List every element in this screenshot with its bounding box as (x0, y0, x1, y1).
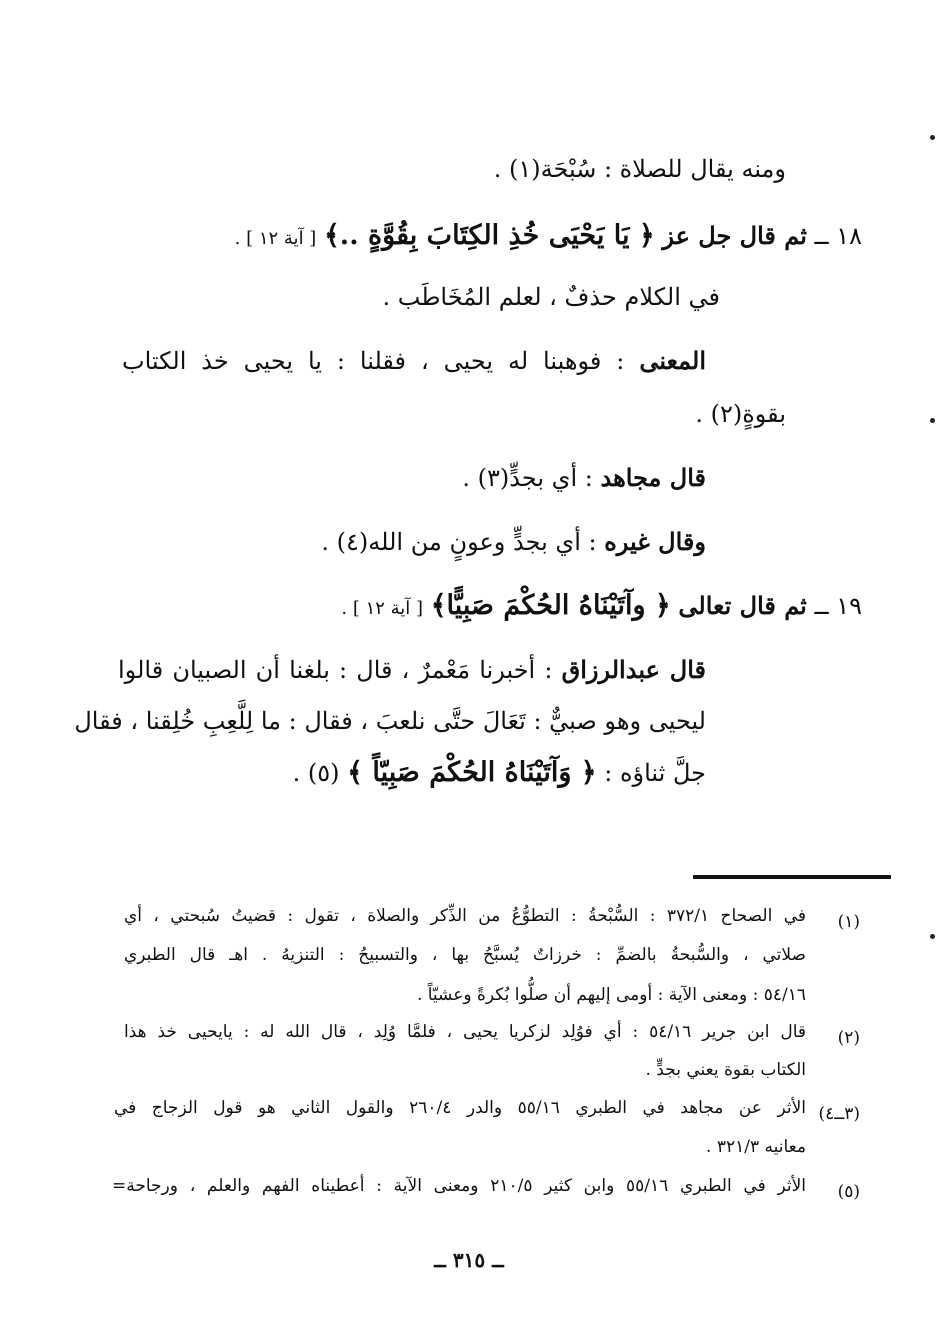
item-19-quran-quote: ﴿ وآتَيْنَاهُ الحُكْمَ صَبِيًّا﴾ (430, 590, 671, 621)
line-5-text: بقوةٍ(٢) . (695, 400, 786, 428)
footnote-3-4-text-a: الأثر عن مجاهد في الطبري ٥٥/١٦ والدر ٢٦٠/٤ والقول الثاني هو قول الزجاج في (114, 1098, 806, 1118)
meaning-label: المعنى (639, 346, 706, 375)
footnote-1-mark: (١) (837, 912, 860, 932)
mujahid-line (462, 463, 706, 492)
abdulrazzaq-label: قال عبدالرزاق (561, 655, 706, 684)
text-line-11 (293, 757, 706, 788)
line-11-lead: جلَّ ثناؤه : (604, 759, 706, 787)
footnote-1-marker (838, 912, 860, 932)
item-19-ayah-ref: [ آية ١٢ ] . (341, 598, 424, 619)
line-3-text: في الكلام حذفٌ ، لعلم المُخَاطَب . (382, 283, 720, 311)
footnote-1-text-b: صلاتي ، والسُّبحةُ بالضمِّ : خرزاتٌ يُسبَّحُ بها ، والتسبيحُ : التنزيهُ . اهـ قال الطبري (124, 945, 806, 965)
line-1-text: ومنه يقال للصلاة : سُبْحَة(١) . (493, 155, 786, 183)
footnote-separator (693, 875, 891, 879)
footnote-2-text-a: قال ابن جرير ٥٤/١٦ : أي فوُلِد لزكريا يحيى ، فلمَّا وُلِد ، قال الله له : يايحيى خذ هذا (124, 1022, 807, 1042)
meaning-line (122, 346, 706, 375)
other-opinion-label: وقال غيره (604, 527, 706, 556)
item-18-ayah-ref: [ آية ١٢ ] . (234, 228, 317, 249)
footnote-3-4-marker (818, 1104, 860, 1124)
other-opinion-line (321, 527, 706, 556)
item-18-number: ١٨ ــ (814, 222, 862, 250)
footnote-2-line-a (124, 1022, 806, 1042)
margin-dot-2 (930, 934, 935, 939)
item-19-number: ١٩ ــ (814, 592, 862, 620)
footnote-5-mark: (٥) (837, 1182, 860, 1202)
footnote-5-text-a: الأثر في الطبري ٥٥/١٦ وابن كثير ٢١٠/٥ ومعنى الآية : أعطيناه الفهم والعلم ، ورجاحة= (112, 1176, 806, 1196)
item-19-lead: ثم قال تعالى (678, 591, 807, 620)
abdulrazzaq-text: : أخبرنا مَعْمرٌ ، قال : بلغنا أن الصبيان قالوا (118, 656, 553, 684)
margin-dot-3 (930, 135, 935, 140)
mujahid-label: قال مجاهد (600, 463, 706, 492)
line-10-text: ليحيى وهو صبيٌّ : تَعَالَ حتَّى نلعبَ ، فقال : ما لِلَّعِبِ خُلِقنا ، فقال (74, 707, 706, 735)
item-18-heading (235, 220, 862, 251)
other-opinion-text: : أي بجدٍّ وعونٍ من الله(٤) . (321, 528, 597, 556)
item-18-lead: ثم قال جل عز (662, 221, 807, 250)
footnote-3-4-mark: (٣ــ٤) (818, 1104, 860, 1124)
text-line-1 (494, 155, 786, 183)
line-11-quran-quote: ﴿ وَآتَيْنَاهُ الحُكْمَ صَبِيّاً ﴾ (347, 757, 597, 788)
meaning-text: : فوهبنا له يحيى ، فقلنا : يا يحيى خذ الكتاب (122, 347, 625, 375)
footnote-1-text-a: في الصحاح ٣٧٢/١ : السُّبْحةُ : التطوُّعُ من الذِّكر والصلاة ، تقول : قضيتُ سُبحتي ، أي (124, 906, 806, 926)
margin-dot-1 (930, 418, 935, 423)
footnote-2-text-b: الكتاب بقوة يعني بجدٍّ . (645, 1060, 806, 1080)
footnote-5-line-a (112, 1176, 806, 1196)
footnote-1-line-c (417, 985, 806, 1005)
text-line-3 (383, 283, 721, 311)
abdulrazzaq-line (118, 655, 706, 684)
text-line-10 (74, 707, 706, 735)
footnote-2-line-b (645, 1060, 806, 1080)
footnote-1-line-a (124, 906, 806, 926)
mujahid-text: : أي بجدٍّ(٣) . (462, 464, 593, 492)
footnote-5-marker (838, 1182, 860, 1202)
line-11-end: (٥) . (292, 759, 340, 787)
footnote-1-line-b (124, 945, 806, 965)
footnote-1-text-c: ٥٤/١٦ : ومعنى الآية : أومى إليهم أن صلُّوا بُكرةً وعشيّاً . (416, 985, 806, 1005)
page-number: ــ ٣١٥ ــ (434, 1248, 504, 1272)
footnote-3-4-line-b (706, 1137, 806, 1157)
footnote-3-4-line-a (114, 1098, 806, 1118)
item-18-quran-quote: ﴿ يَا يَحْيَى خُذِ الكِتَابَ بِقُوَّةٍ ..﴾ (323, 220, 655, 251)
footnote-3-4-text-b: معانيه ٣٢١/٣ . (706, 1137, 806, 1157)
text-line-5 (695, 400, 786, 428)
footnote-2-mark: (٢) (837, 1028, 860, 1048)
footnote-2-marker (838, 1028, 860, 1048)
item-19-heading (341, 590, 862, 621)
